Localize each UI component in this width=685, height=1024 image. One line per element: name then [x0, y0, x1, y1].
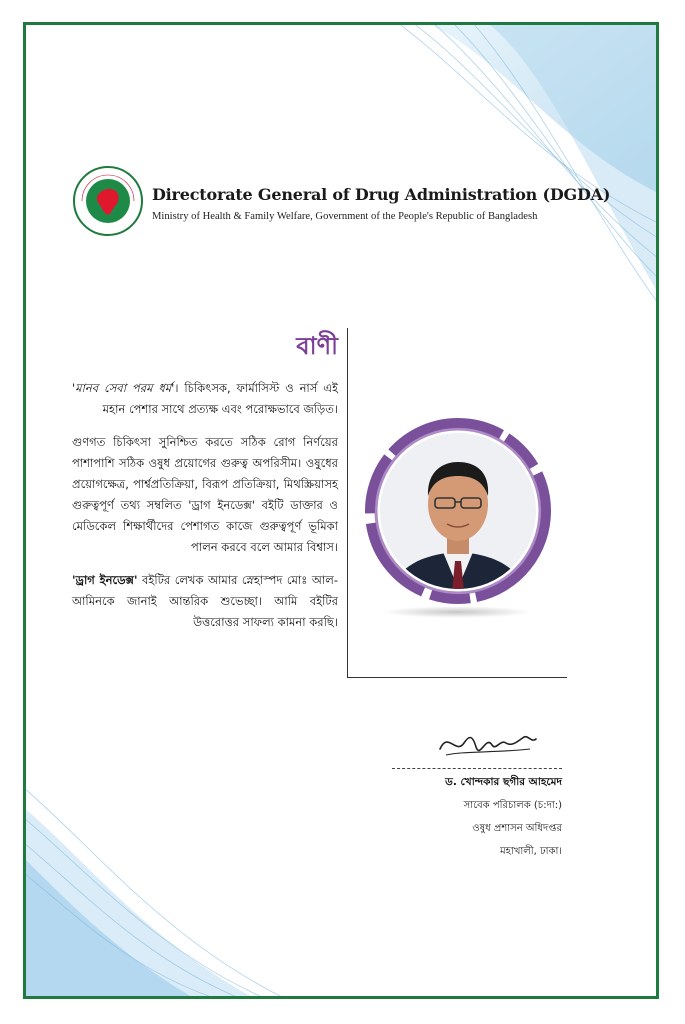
message-paragraph-3 [72, 570, 338, 633]
handwritten-signature [434, 725, 544, 765]
message-column [72, 328, 342, 645]
signatory-name: ড. খোন্দকার ছগীর আহমেদ [445, 776, 562, 788]
p3-text: বইটির লেখক আমার স্নেহাস্পদ মোঃ আল-আমিনকে জানাই আন্তরিক শুভেচ্ছা। আমি বইটির উত্তরোত্তর সাফল্য কামনা করছি। [72, 573, 338, 629]
signature-line [392, 768, 562, 769]
message-heading: বাণী [296, 332, 338, 360]
signature-block [392, 725, 572, 875]
message-paragraph-2: গুণগত চিকিৎসা সুনিশ্চিত করতে সঠিক রোগ নির্ণয়ের পাশাপাশি সঠিক ওষুধ প্রয়োগের গুরুত্ব অপরিসীম। ওষুধের প্রয়োগক্ষেত্র, পার্শ্বপ্রতিক্রিয়া, বিরূপ প্রতিক্রিয়া, মিথস্ক্রিয়াসহ গুরুত্বপূর্ণ তথ্য সম্বলিত 'ড্রাগ ইনডেক্স' বইটি ডাক্তার ও মেডিকেল শিক্ষার্থীদের পেশাগত কাজে গুরুত্বপূর্ণ ভূমিকা পালন করবে বলে আমার বিশ্বাস। [72, 435, 338, 554]
signatory-title: সাবেক পরিচালক (চ:দা:) [463, 800, 562, 811]
quote-text: 'মানব সেবা পরম ধর্ম' [72, 381, 175, 395]
portrait-photo [363, 416, 553, 606]
signatory-office: ওষুধ প্রশাসন অধিদপ্তর [472, 823, 562, 834]
photo-shadow [382, 606, 532, 618]
bangladesh-government-emblem [72, 165, 144, 237]
divider-horizontal [347, 677, 567, 678]
org-subtitle: Ministry of Health & Family Welfare, Government of the People's Republic of Bangladesh [152, 211, 538, 222]
book-title: 'ড্রাগ ইনডেক্স' [72, 573, 138, 587]
p1-text: । চিকিৎসক, ফার্মাসিস্ট ও নার্স এই মহান পেশার সাথে প্রত্যক্ষ এবং পরোক্ষভাবে জড়িত। [102, 381, 338, 416]
org-title: Directorate General of Drug Administration (DGDA) [152, 185, 611, 204]
decorative-waves-bottom-left [24, 718, 324, 998]
divider-vertical [347, 328, 348, 678]
message-paragraph-1 [72, 378, 338, 420]
signatory-location: মহাখালী, ঢাকা। [500, 846, 562, 857]
dgda-header [72, 165, 632, 255]
